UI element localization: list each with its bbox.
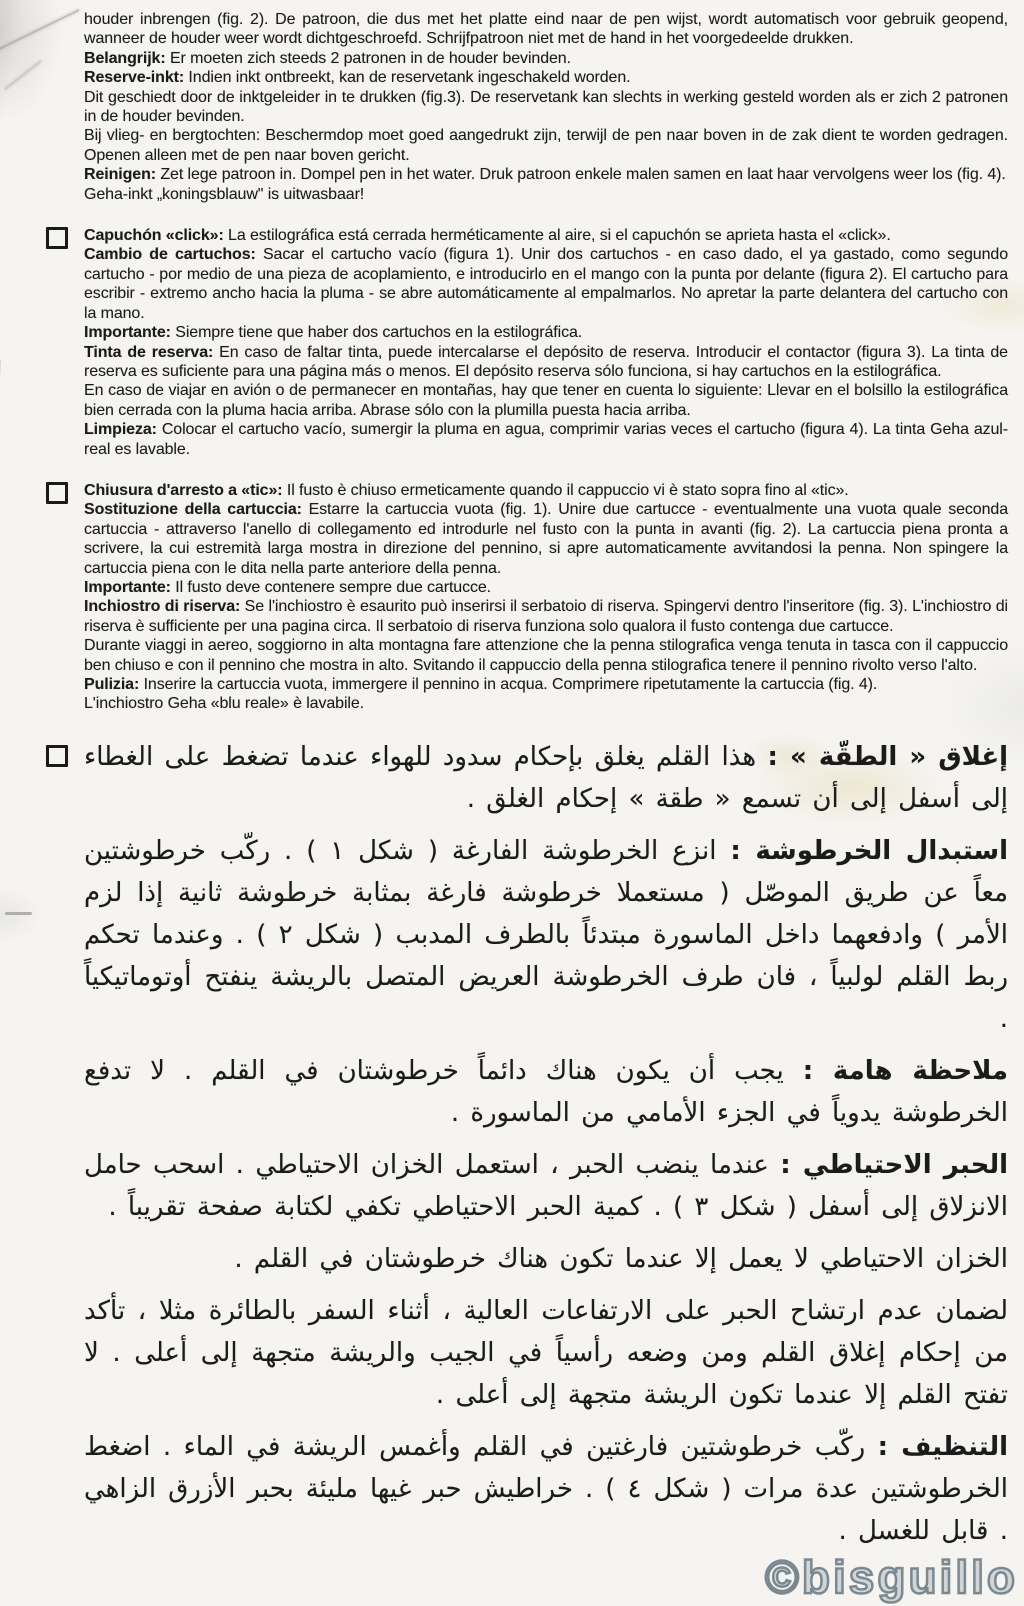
paragraph-text: Se l'inchiostro è esaurito può inserirsi il serbatoio di riserva. Spingervi dentro l'inseritore (fig. 3). L'inchiostro di riserva è sufficiente per una pagina circa. Il serbatoio di riserva funziona solo qualora il fusto contenga due cartucce. xyxy=(84,598,1008,635)
scan-crease-top-left-2 xyxy=(4,60,41,90)
printed-checkbox xyxy=(46,482,68,504)
paragraph-text: Indien inkt ontbreekt, kan de reservetank ingeschakeld worden. xyxy=(184,69,631,87)
paragraph-text: Siempre tiene que haber dos cartuchos en la estilográfica. xyxy=(170,324,583,342)
paragraph xyxy=(84,830,1008,1040)
printed-checkbox xyxy=(46,227,68,249)
paragraph xyxy=(84,49,1008,68)
paragraph xyxy=(84,185,1008,204)
paragraph xyxy=(84,500,1008,578)
paragraph-lead-bold: Capuchón «click»: xyxy=(84,227,224,245)
paragraph xyxy=(84,636,1008,675)
paragraph-text: Estarre la cartuccia vuota (fig. 1). Unire due cartucce - eventualmente una vuota quale seconda cartuccia - attraverso l'anello di collegamento ed introdurle nel fusto con la punta in avanti (fig. 2). La cartuccia piena pronta a scrivere, la cui estremità larga mostra in direzione del pennino, si apre automaticamente avvitandosi la penna. Non spingere la cartuccia piena con le dita nella parte anteriore della penna. xyxy=(84,501,1009,577)
paragraph-text: يجب أن يكون هناك دائماً خرطوشتان في القلم . لا تدفع الخرطوشة يدوياً في الجزء الأمامي من الماسورة . xyxy=(84,1055,1008,1128)
paragraph xyxy=(84,736,1008,820)
paragraph xyxy=(84,10,1008,49)
paragraph-lead-bold: التنظيف : xyxy=(877,1431,1008,1462)
paragraph xyxy=(84,245,1008,323)
paragraph-lead-bold: Importante: xyxy=(84,578,171,596)
section-arabic xyxy=(84,736,1008,1552)
paragraph xyxy=(84,1238,1008,1280)
paragraph xyxy=(84,1050,1008,1134)
paragraph-lead-bold: Importante: xyxy=(84,324,171,342)
paragraph xyxy=(84,381,1008,420)
paragraph-text: En caso de faltar tinta, puede intercalarse el depósito de reserva. Introducir el contactor (figura 3). La tinta de reserva es suficiente para una página más o menos. El depósito reserva sólo funciona, si hay cartuchos en la estilográfica. xyxy=(84,343,1008,380)
paragraph-text: Dit geschiedt door de inktgeleider in te drukken (fig.3). De reservetank kan slechts in werking gesteld worden als er zich 2 patronen in de houder bevinden. xyxy=(84,88,1008,126)
paragraph-text: La estilográfica está cerrada herméticamente al aire, si el capuchón se aprieta hasta el «click». xyxy=(223,227,891,245)
paragraph-lead-bold: Inchiostro di riserva: xyxy=(84,598,241,616)
paragraph-text: Inserire la cartuccia vuota, immergere il pennino in acqua. Comprimere ripetutamente la cartuccia (fig. 4). xyxy=(139,676,878,693)
paragraph xyxy=(84,420,1008,459)
paragraph-text: ركّب خرطوشتين فارغتين في القلم وأغمس الريشة في الماء . اضغط الخرطوشتين عدة مرات ( شكل ٤ ) . خراطيش حبر غيها مليئة بحبر الأزرق الزاهي . قابل للغسل . xyxy=(84,1431,1008,1546)
paragraph-text: En caso de viajar en avión o de permanecer en montañas, hay que tener en cuenta lo siguiente: Llevar en el bolsillo la estilográfica bien cerrada con la pluma hacia arriba. Abrase sólo con la plumilla puesta hacia arriba. xyxy=(84,382,1008,419)
section-italian xyxy=(84,481,1008,714)
paragraph-text: Durante viaggi in aereo, soggiorno in alta montagna fare attenzione che la penna stilografica venga tenuta in tasca con il cappuccio ben chiuso e con il pennino che mostra in alto. Svitando il cappuccio della penna stilografica tenere il pennino rivolto verso l'alto. xyxy=(84,637,1008,674)
paragraph-text: الخزان الاحتياطي لا يعمل إلا عندما تكون هناك خرطوشتان في القلم . xyxy=(234,1243,1008,1274)
paragraph-text: Zet lege patroon in. Dompel pen in het water. Druk patroon enkele malen samen en laat haar vervolgens weer los (fig. 4). xyxy=(156,166,1006,184)
scan-crease-top-left xyxy=(0,9,80,53)
paragraph-lead-bold: Sostituzione della cartuccia: xyxy=(84,501,302,519)
paragraph-lead-bold: Pulizia: xyxy=(84,676,140,693)
paragraph-lead-bold: ملاحظة هامة : xyxy=(802,1055,1008,1086)
paragraph xyxy=(84,165,1008,184)
paragraph-text: houder inbrengen (fig. 2). De patroon, die dus met het platte eind naar de pen wijst, wordt automatisch voor gebruik geopend, wanneer de houder weer wordt dichtgeschroefd. Schrijfpatroon niet met de hand in het voorgedeelde drukken. xyxy=(84,11,1008,48)
paragraph xyxy=(84,1144,1008,1228)
paragraph xyxy=(84,675,1008,694)
paragraph-lead-bold: Reinigen: xyxy=(84,166,156,184)
paragraph-text: Er moeten zich steeds 2 patronen in de houder bevinden. xyxy=(165,49,571,67)
paragraph xyxy=(84,1426,1008,1552)
paragraph-lead-bold: Tinta de reserva: xyxy=(84,343,214,361)
paragraph-text: Colocar el cartucho vacío, sumergir la pluma en agua, comprimir varias veces el cartucho (figura 4). La tinta Geha azul-real es lavable. xyxy=(84,421,1008,458)
paragraph-lead-bold: الحبر الاحتياطي : xyxy=(780,1149,1008,1180)
scan-edge-streak xyxy=(0,360,1,480)
paragraph xyxy=(84,226,1008,245)
paragraph-text: Sacar el cartucho vacío (figura 1). Unir dos cartuchos - en caso dado, el ya gastado, como segundo cartucho - por medio de una pieza de acoplamiento, e introducirlo en el mango con la punta por delante (figura 2). El cartucho para escribir - extremo ancho hacia la pluma - se abre automáticamente al empalmarlos. No apretar la parte delantera del cartucho con la mano. xyxy=(84,246,1008,322)
paragraph-text: Il fusto deve contenere sempre due cartucce. xyxy=(170,578,492,596)
scan-mark-left-edge xyxy=(5,912,32,915)
paragraph-lead-bold: Cambio de cartuchos: xyxy=(84,246,256,264)
paragraph-text: Geha-inkt „koningsblauw" is uitwasbaar! xyxy=(84,185,365,203)
paragraph-text: L'inchiostro Geha «blu reale» è lavabile. xyxy=(84,695,365,713)
paragraph-text: Il fusto è chiuso ermeticamente quando il cappuccio vi è stato sopra fino al «tic». xyxy=(282,481,849,499)
paragraph-text: لضمان عدم ارتشاح الحبر على الارتفاعات العالية ، أثناء السفر بالطائرة مثلا ، تأكد من إحكام إغلاق القلم ومن وضعه رأسياً في الجيب والريشة متجهة إلى أعلى . لا تفتح القلم إلا عندما تكون الريشة متجهة إلى أعلى . xyxy=(84,1295,1008,1410)
paragraph-lead-bold: إغلاق « الطقّة » : xyxy=(767,741,1008,772)
paragraph-lead-bold: Reserve-inkt: xyxy=(84,69,185,87)
paragraph-lead-bold: Belangrijk: xyxy=(84,49,166,67)
printed-checkbox xyxy=(46,745,68,767)
paragraph xyxy=(84,68,1008,87)
paragraph xyxy=(84,1290,1008,1416)
paragraph xyxy=(84,481,1008,500)
paragraph xyxy=(84,323,1008,342)
paragraph xyxy=(84,694,1008,713)
section-dutch xyxy=(84,10,1008,204)
paragraph-lead-bold: استبدال الخرطوشة : xyxy=(730,835,1008,866)
paragraph xyxy=(84,597,1008,636)
paragraph xyxy=(84,126,1008,165)
paragraph xyxy=(84,343,1008,382)
paragraph-text: هذا القلم يغلق بإحكام سدود للهواء عندما تضغط على الغطاء إلى أسفل إلى أن تسمع « طقة » إحكام الغلق . xyxy=(84,741,1008,814)
paragraph-text: Bij vlieg- en bergtochten: Beschermdop moet goed aangedrukt zijn, terwijl de pen naar boven in de zak dient te worden gedragen. Openen alleen met de pen naar boven gericht. xyxy=(84,127,1008,164)
paragraph-lead-bold: Chiusura d'arresto a «tic»: xyxy=(84,481,283,499)
paragraph-text: عندما ينضب الحبر ، استعمل الخزان الاحتياطي . اسحب حامل الانزلاق إلى أسفل ( شكل ٣ ) . كمية الحبر الاحتياطي تكفي لكتابة صفحة تقريباً . xyxy=(84,1149,1008,1222)
document-sections xyxy=(84,10,1008,1574)
paragraph xyxy=(84,88,1008,127)
paragraph-lead-bold: Limpieza: xyxy=(84,421,157,439)
section-spanish xyxy=(84,226,1008,459)
paragraph xyxy=(84,578,1008,597)
watermark: ©bisguillo xyxy=(765,1551,1018,1603)
paragraph-text: انزع الخرطوشة الفارغة ( شكل ١ ) . ركّب خرطوشتين معاً عن طريق الموصّل ( مستعملا خرطوشة فارغة بمثابة خرطوشة ثانية إذا لزم الأمر ) وادفعهما داخل الماسورة مبتدئاً بالطرف المدبب ( شكل ٢ ) . وعندما تحكم ربط القلم لولبياً ، فان طرف الخرطوشة العريض المتصل بالريشة ينفتح أوتوماتيكياً . xyxy=(84,835,1008,1034)
